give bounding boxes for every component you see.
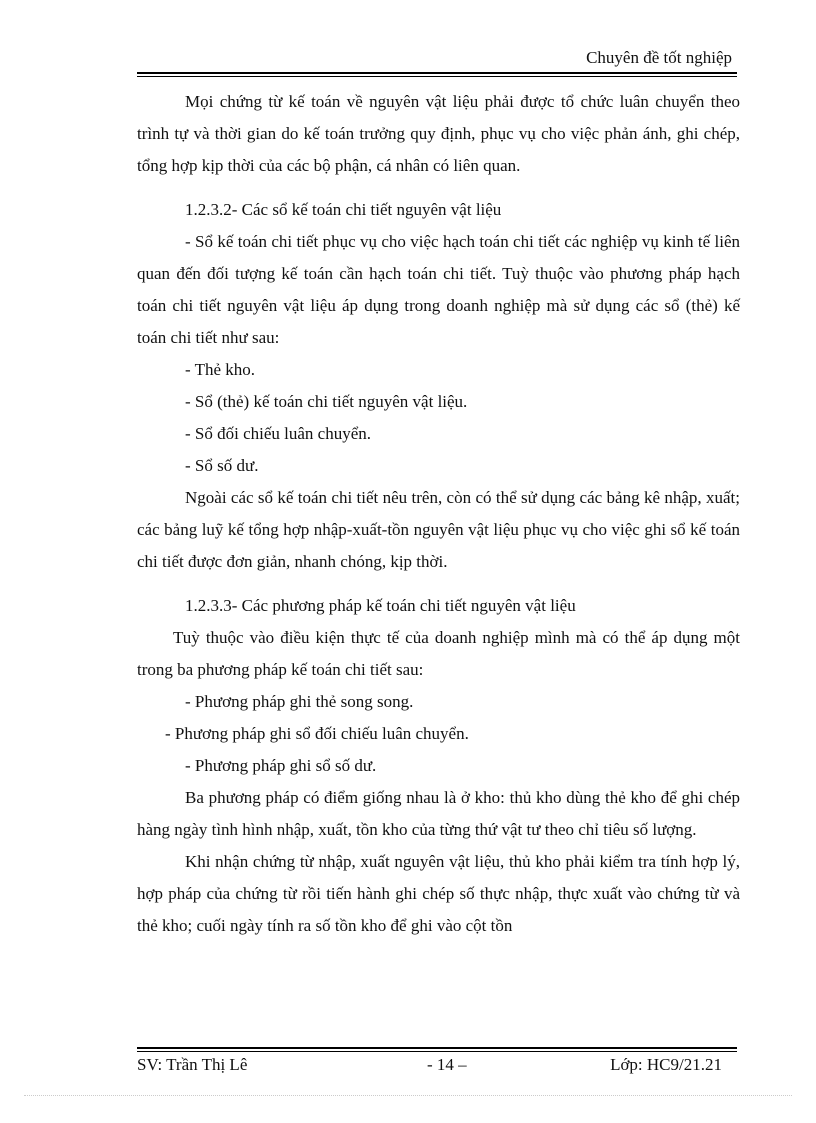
footer-page-number: - 14 – xyxy=(427,1055,467,1074)
footer-student: SV: Trần Thị Lê xyxy=(137,1055,248,1074)
footer-rule-thin xyxy=(137,1051,737,1052)
list-item: - Phương pháp ghi thẻ song song. xyxy=(185,692,414,711)
paragraph: Khi nhận chứng từ nhập, xuất nguyên vật liệu, thủ kho phải kiểm tra tính hợp lý, hợp pháp của chứng từ rồi tiến hành ghi chép số thực nhập, thực xuất vào chứng từ và thẻ kho; cuối ngày tính ra số tồn kho để ghi vào cột tồn xyxy=(137,852,740,935)
document-body xyxy=(137,86,740,942)
header-rule-thin xyxy=(137,76,737,77)
section-heading: 1.2.3.2- Các sổ kế toán chi tiết nguyên vật liệu xyxy=(185,200,502,219)
list-item: - Thẻ kho. xyxy=(185,360,256,379)
list-item: - Phương pháp ghi sổ đối chiếu luân chuyển. xyxy=(165,724,469,743)
paragraph: Mọi chứng từ kế toán về nguyên vật liệu phải được tổ chức luân chuyển theo trình tự và thời gian do kế toán trưởng quy định, phục vụ cho việc phản ánh, ghi chép, tổng hợp kịp thời của các bộ phận, cá nhân có liên quan. xyxy=(137,92,740,175)
list-item: - Sổ đối chiếu luân chuyển. xyxy=(185,424,372,443)
page-header-title: Chuyên đề tốt nghiệp xyxy=(586,48,732,67)
paragraph: Ngoài các sổ kế toán chi tiết nêu trên, còn có thể sử dụng các bảng kê nhập, xuất; các bảng luỹ kế tổng hợp nhập-xuất-tồn nguyên vật liệu phục vụ cho việc ghi sổ kế toán chi tiết được đơn giản, nhanh chóng, kịp thời. xyxy=(137,488,740,571)
list-item: - Phương pháp ghi sổ số dư. xyxy=(185,756,377,775)
paragraph: Tuỳ thuộc vào điều kiện thực tế của doanh nghiệp mình mà có thể áp dụng một trong ba phương pháp kế toán chi tiết sau: xyxy=(137,628,740,679)
paragraph: - Sổ kế toán chi tiết phục vụ cho việc hạch toán chi tiết các nghiệp vụ kinh tế liên quan đến đối tượng kế toán cần hạch toán chi tiết. Tuỳ thuộc vào phương pháp hạch toán chi tiết nguyên vật liệu áp dụng trong doanh nghiệp mà sử dụng các sổ (thẻ) kế toán chi tiết như sau: xyxy=(137,232,740,347)
header-rule xyxy=(137,72,737,74)
list-item: - Sổ (thẻ) kế toán chi tiết nguyên vật liệu. xyxy=(185,392,468,411)
list-item: - Sổ số dư. xyxy=(185,456,259,475)
section-heading: 1.2.3.3- Các phương pháp kế toán chi tiết nguyên vật liệu xyxy=(185,596,576,615)
page-bottom-edge xyxy=(24,1095,792,1096)
footer-class: Lớp: HC9/21.21 xyxy=(610,1055,722,1074)
footer-rule xyxy=(137,1047,737,1049)
paragraph: Ba phương pháp có điểm giống nhau là ở kho: thủ kho dùng thẻ kho để ghi chép hàng ngày tình hình nhập, xuất, tồn kho của từng thứ vật tư theo chỉ tiêu số lượng. xyxy=(137,788,740,839)
